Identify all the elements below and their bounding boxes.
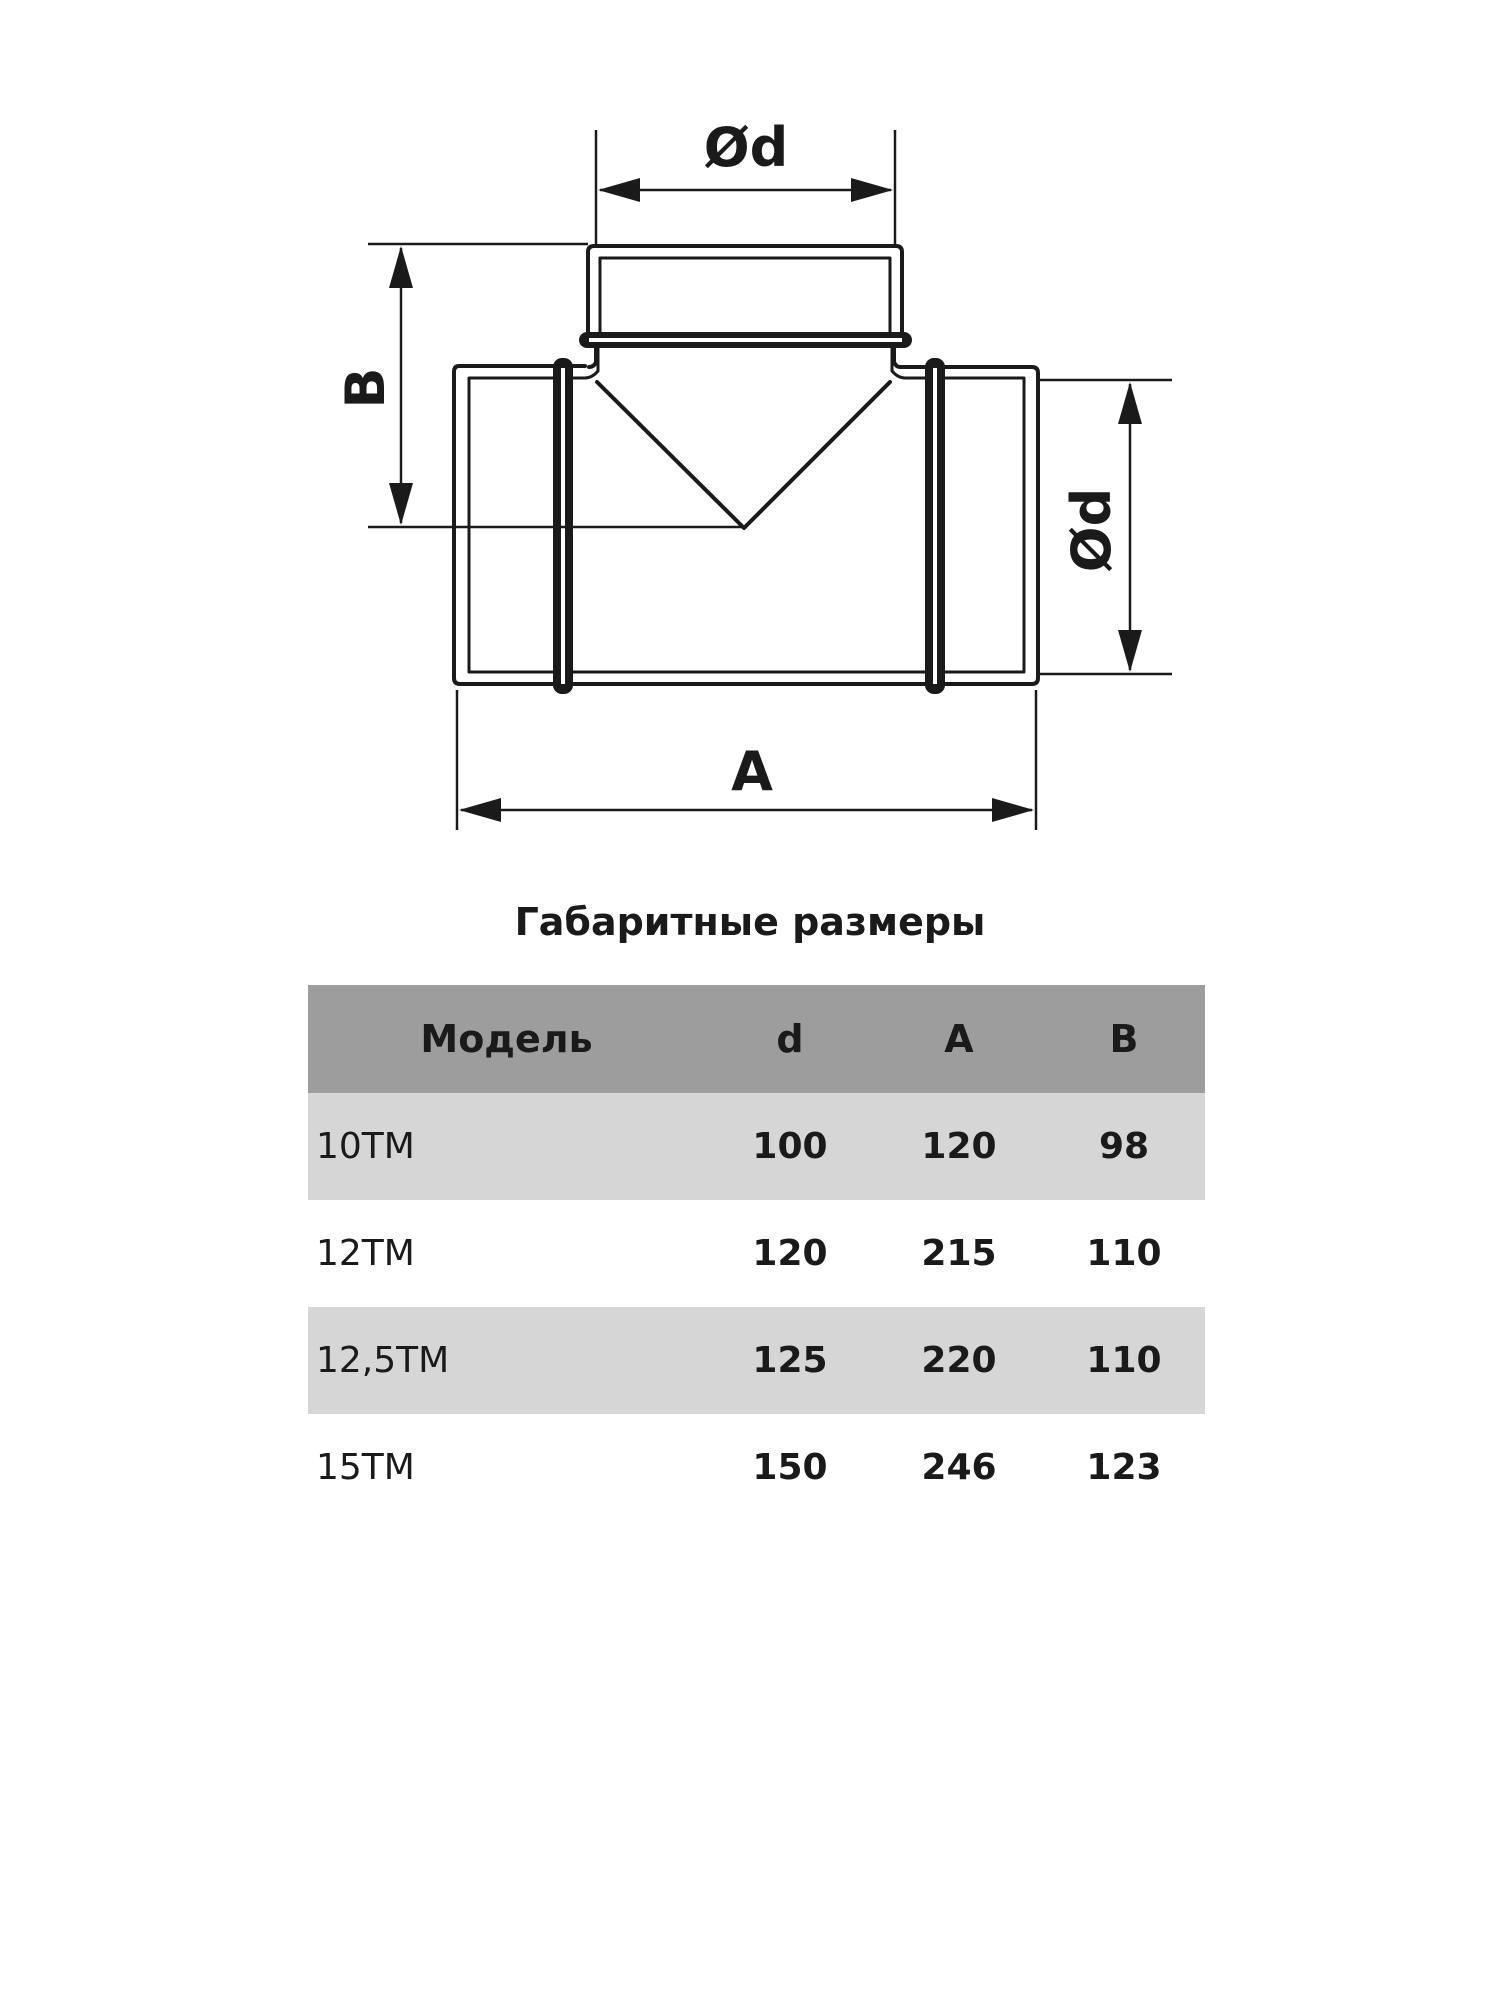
cell-a: 120 (921, 1126, 997, 1167)
right-clamp-band-gap (933, 368, 937, 684)
dimension-lines (368, 130, 1172, 830)
tee-main-body (454, 246, 1038, 684)
left-arrow-bottom (389, 483, 413, 525)
cell-a: 220 (921, 1340, 997, 1381)
left-arrow-top (389, 246, 413, 288)
cell-a: 215 (921, 1233, 997, 1274)
cell-model: 12ТМ (316, 1233, 415, 1274)
header-b: B (1109, 1017, 1139, 1061)
tee-outline (454, 246, 1038, 684)
top-dimension-label: Ød (703, 116, 789, 179)
tee-branch-seam (597, 382, 890, 528)
table-row (308, 1093, 1205, 1200)
table-row (308, 1200, 1205, 1307)
header-model: Модель (420, 1017, 593, 1061)
bottom-arrow-left (459, 798, 501, 822)
header-d: d (776, 1017, 804, 1061)
table-header-row (308, 985, 1205, 1093)
cell-b: 123 (1086, 1447, 1162, 1488)
cell-model: 12,5ТМ (316, 1340, 450, 1381)
cell-b: 110 (1086, 1233, 1162, 1274)
cell-d: 125 (752, 1340, 828, 1381)
right-arrow-bottom (1118, 630, 1142, 672)
top-clamp-band-gap (589, 338, 902, 342)
cell-d: 120 (752, 1233, 828, 1274)
header-a: A (944, 1017, 974, 1061)
cell-model: 10ТМ (316, 1126, 415, 1167)
tee-fitting-drawing (0, 0, 1500, 860)
left-dimension-label: B (334, 367, 397, 409)
cell-model: 15ТМ (316, 1447, 415, 1488)
bottom-arrow-right (992, 798, 1034, 822)
cell-d: 100 (752, 1126, 828, 1167)
top-arrow-left (598, 178, 640, 202)
section-title: Габаритные размеры (514, 900, 986, 944)
arrowheads (389, 178, 1142, 822)
bottom-dimension-label: A (731, 740, 773, 803)
cell-a: 246 (921, 1447, 997, 1488)
cell-d: 150 (752, 1447, 828, 1488)
right-dimension-label: Ød (1060, 487, 1123, 573)
table-row (308, 1414, 1205, 1521)
dimensions-table (308, 985, 1205, 1521)
top-arrow-right (851, 178, 893, 202)
table-row (308, 1307, 1205, 1414)
cell-b: 110 (1086, 1340, 1162, 1381)
right-arrow-top (1118, 382, 1142, 424)
cell-b: 98 (1098, 1126, 1150, 1167)
